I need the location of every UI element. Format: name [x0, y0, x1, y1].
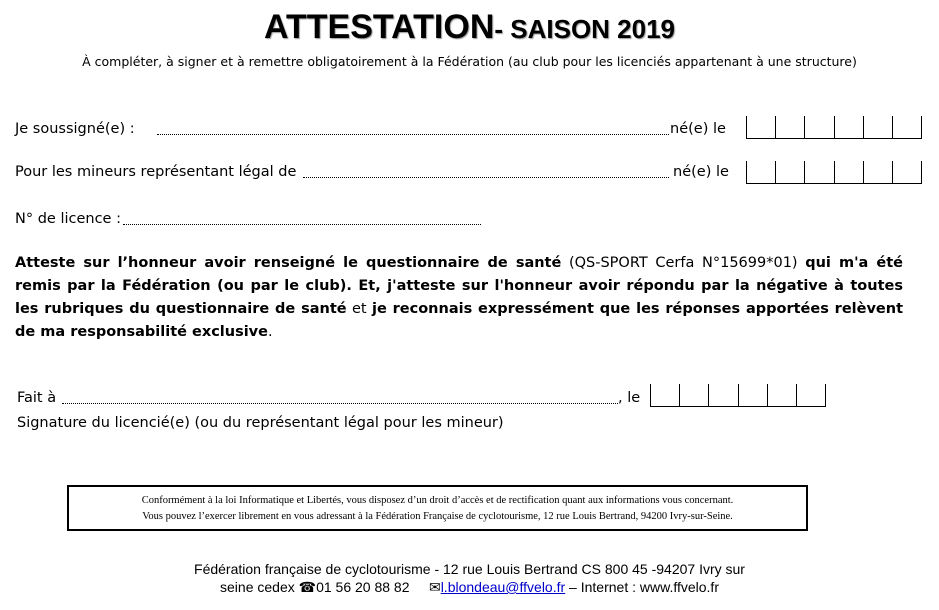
page-title [0, 8, 939, 47]
date-label: , le [618, 390, 641, 406]
privacy-notice-box [67, 485, 808, 531]
birthdate-boxes-2[interactable] [746, 161, 922, 184]
email-link[interactable]: l.blondeau@ffvelo.fr [440, 579, 566, 595]
subtitle: À compléter, à signer et à remettre obligatoirement à la Fédération (au club pour les licenciés appartenant à une structure) [82, 54, 857, 69]
title-suffix: - SAISON 2019 [494, 14, 676, 44]
fait-a-label: Fait à [17, 390, 57, 406]
fait-a-field[interactable] [62, 403, 618, 404]
birthdate-label-2: né(e) le [673, 164, 729, 180]
footer-line-2 [0, 578, 939, 596]
notice-line-1: Conformément à la loi Informatique et Libertés, vous disposez d’un droit d’accès et de rectification quant aux informations vous concernant. [141, 495, 734, 506]
attestation-paragraph [15, 252, 903, 344]
birthdate-boxes-1[interactable] [746, 116, 922, 139]
attest-part2: (QS-SPORT Cerfa N°15699*01) [561, 255, 806, 271]
soussigne-label: Je soussigné(e) : [15, 121, 135, 137]
licence-label: N° de licence : [15, 211, 121, 227]
email-icon: ✉ [428, 579, 441, 595]
mineurs-field[interactable] [303, 177, 669, 178]
attest-part6: . [267, 324, 273, 340]
notice-line-2: Vous pouvez l’exercer librement en vous adressant à la Fédération Française de cyclotourisme, 12 rue Louis Bertrand, 94200 Ivry-sur-Seine. [142, 511, 733, 522]
date-boxes[interactable] [650, 384, 826, 407]
title-main: ATTESTATION [263, 8, 495, 46]
birthdate-label-1: né(e) le [670, 121, 726, 137]
attest-part5: je reconnais expressément que les réponses apportées relèvent de ma responsabilité exclusive [15, 301, 903, 340]
soussigne-field[interactable] [157, 134, 669, 135]
footer-line-1: Fédération française de cyclotourisme - 12 rue Louis Bertrand CS 800 45 -94207 Ivry sur [194, 561, 745, 577]
attest-part3: qui m'a été remis par la Fédération (ou par le club). Et, j'atteste sur l'honneur avoir répondu par la négative à toutes les rubriques du questionnaire de santé [15, 255, 904, 317]
signature-label: Signature du licencié(e) (ou du représentant légal pour les mineur) [17, 415, 504, 431]
attest-part4: et [346, 301, 372, 317]
phone-number: 01 56 20 88 82 [316, 579, 410, 595]
phone-icon: ☎ [298, 579, 317, 595]
internet-text: – Internet : www.ffvelo.fr [565, 579, 719, 595]
licence-field[interactable] [123, 224, 481, 225]
footer [0, 560, 939, 596]
mineurs-label: Pour les mineurs représentant légal de [15, 164, 297, 180]
attest-part1: Atteste sur l’honneur avoir renseigné le questionnaire de santé [15, 255, 562, 271]
footer-address-end: seine cedex [220, 579, 299, 595]
